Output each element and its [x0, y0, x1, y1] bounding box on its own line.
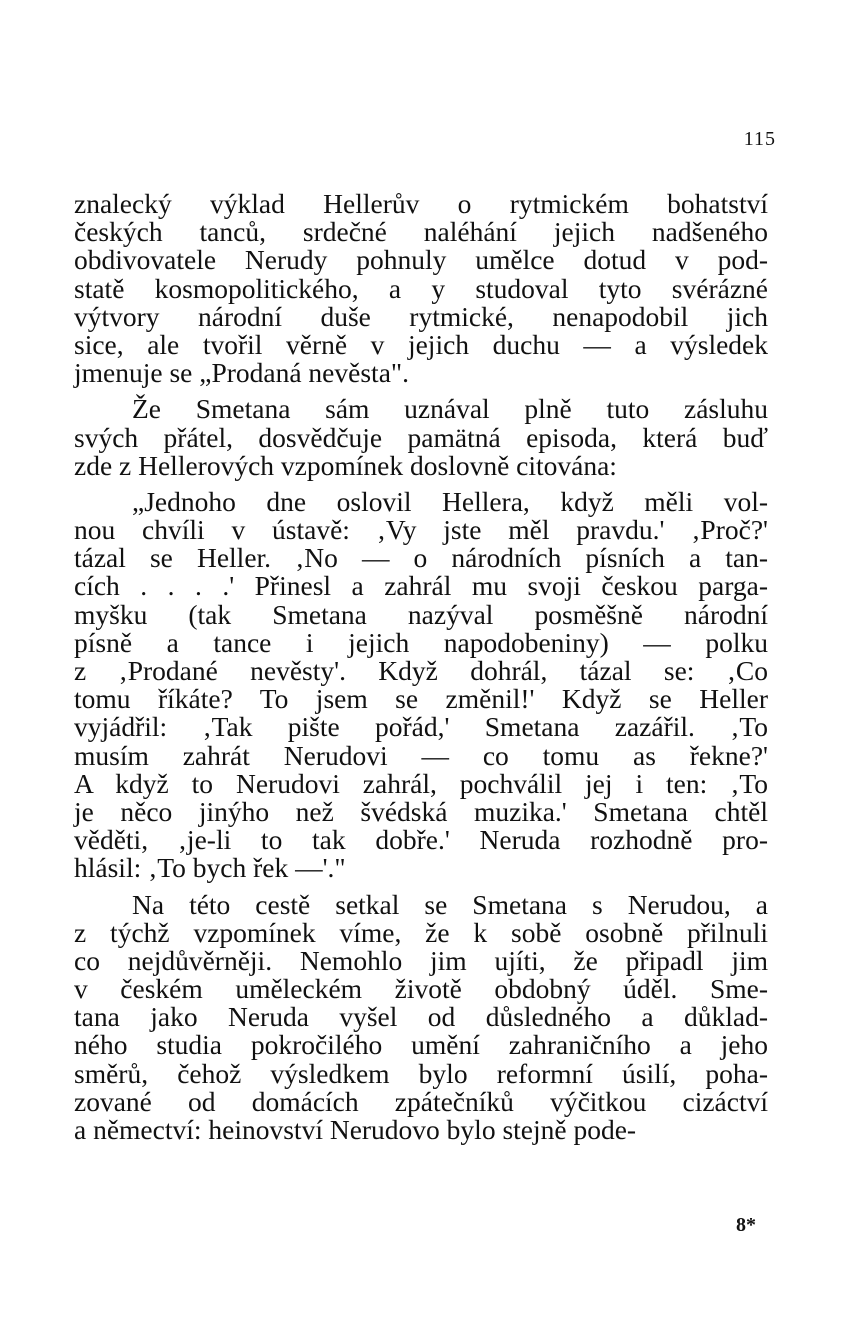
text-line: obdivovatele Nerudy pohnuly umělce dotud v pod-	[74, 244, 768, 276]
text-line: zde z Hellerových vzpomínek doslovně citována:	[74, 449, 617, 481]
text-line: výtvory národní duše rytmické, nenapodobil jich	[74, 300, 768, 332]
paragraph	[74, 190, 768, 387]
text-line: z týchž vzpomínek víme, že k sobě osobně přilnuli	[74, 916, 768, 948]
text-line: hlásil: ‚To bych řek —'."	[74, 852, 346, 884]
text-line: ného studia pokročilého umění zahraničního a jeho	[74, 1029, 768, 1061]
page-number: 115	[743, 128, 776, 150]
text-line: směrů, čehož výsledkem bylo reformní úsilí, poha-	[74, 1057, 768, 1089]
text-line: věděti, ‚je-li to tak dobře.' Neruda rozhodně pro-	[74, 824, 768, 856]
text-line: tázal se Heller. ‚No — o národních písních a tan-	[74, 542, 768, 574]
text-line: sice, ale tvořil věrně v jejich duchu — a výsledek	[74, 328, 768, 360]
text-line: svých přátel, dosvědčuje pamätná episoda, která buď	[74, 421, 768, 453]
text-line: cích . . . .' Přinesl a zahrál mu svoji českou parga-	[74, 570, 768, 602]
text-line: myšku (tak Smetana nazýval posměšně národní	[74, 598, 768, 630]
text-line: zované od domácích zpátečníků výčitkou cizáctví	[74, 1085, 768, 1117]
paragraph	[74, 888, 768, 1145]
text-line: tana jako Neruda vyšel od důsledného a důklad-	[74, 1001, 768, 1033]
text-line: v českém uměleckém životě obdobný úděl. Sme-	[74, 973, 768, 1005]
text-line: A když to Nerudovi zahrál, pochválil jej i ten: ‚To	[74, 767, 768, 799]
text-line: „Jednoho dne oslovil Hellera, když měli vol-	[132, 485, 768, 517]
text-line: vyjádřil: ‚Tak pište pořád,' Smetana zazářil. ‚To	[74, 711, 768, 743]
text-line: statě kosmopolitického, a y studoval tyto svérázné	[74, 272, 768, 304]
text-line: tomu říkáte? To jsem se změnil!' Když se Heller	[74, 683, 768, 715]
text-line: nou chvíli v ústavě: ‚Vy jste měl pravdu.' ‚Proč?'	[74, 514, 768, 546]
text-line: Že Smetana sám uznával plně tuto zásluhu	[132, 393, 768, 425]
body-text	[74, 190, 768, 1144]
paragraph	[74, 485, 768, 884]
text-line: Na této cestě setkal se Smetana s Nerudou, a	[132, 888, 768, 920]
text-line: co nejdůvěrněji. Nemohlo jim ujíti, že připadl jim	[74, 944, 768, 976]
paragraph	[74, 395, 768, 480]
text-line: písně a tance i jejich napodobeniny) — polku	[74, 626, 768, 658]
text-line: z ‚Prodané nevěsty'. Když dohrál, tázal se: ‚Co	[74, 655, 768, 686]
text-line: českých tanců, srdečné naléhání jejich nadšeného	[74, 216, 768, 248]
text-line: jmenuje se „Prodaná nevěsta".	[74, 357, 409, 389]
printer-signature-mark: 8*	[736, 1214, 756, 1236]
text-line: je něco jinýho než švédská muzika.' Smetana chtěl	[74, 795, 768, 827]
text-line: znalecký výklad Hellerův o rytmickém bohatství	[74, 188, 768, 219]
text-line: a němectví: heinovství Nerudovo bylo stejně pode-	[74, 1114, 637, 1145]
text-line: musím zahrát Nerudovi — co tomu as řekne?'	[74, 739, 768, 771]
